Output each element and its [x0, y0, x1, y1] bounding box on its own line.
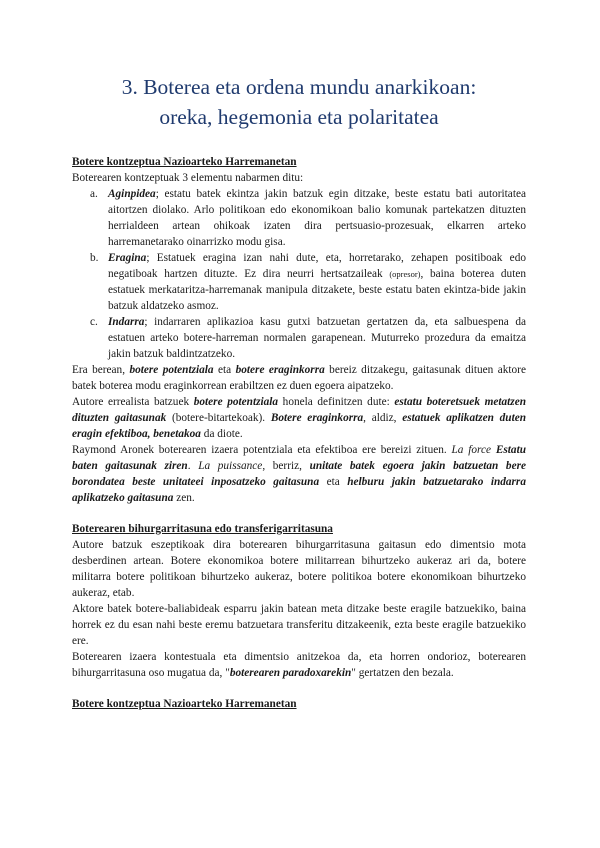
- list-item-text: , baina boterea duten estatuek merkataritza-harremanak manipula ditzakete, beste estatu baten ekintza-bide jakin batzuk aldatzeko asmoz.: [108, 268, 526, 312]
- list-marker: b.: [90, 252, 99, 264]
- emphasis-run: unitate batek egoera jakin batzuetan bere borondatea beste unitateei inposatzeko gaitasuna: [72, 460, 526, 488]
- text-run: Autore errealista batzuek: [72, 396, 194, 408]
- paragraph-convertibility-3: [72, 649, 526, 681]
- text-run: eta: [319, 476, 348, 488]
- text-run: honela definitzen dute:: [278, 396, 395, 408]
- text-run: Raymond Aronek boterearen izaera potentziala eta efektiboa ere bereizi zituen.: [72, 444, 452, 456]
- paragraph-convertibility-2: Aktore batek botere-baliabideak esparru jakin batean meta ditzake beste eragile batzuekiko, baina horrek ez du esan nahi beste eremu batzuetara transferitu ditzakeenik, ezta beste eragile batzuekiko ere.: [72, 603, 526, 647]
- document-body: [72, 154, 526, 712]
- list-item-text: ; indarraren aplikazioa kasu gutxi batzuetan gertatzen da, eta salbuespena da estatuen arteko botere-harreman normalen garapenean. Muturreko prozedura da emaitza jakin batzuk baldintzatzeko.: [108, 316, 526, 360]
- section-heading-power-concept: Botere kontzeptua Nazioarteko Harremanetan: [72, 156, 297, 168]
- emphasis-run: botere potentziala: [193, 396, 279, 408]
- section-heading-power-concept-repeat: Botere kontzeptua Nazioarteko Harremanetan: [72, 698, 297, 710]
- text-run: .: [187, 460, 199, 472]
- title-line-2: oreka, hegemonia eta polaritatea: [159, 105, 439, 129]
- term-eragina: Eragina: [108, 252, 147, 264]
- list-marker: a.: [90, 188, 98, 200]
- list-item-aginpidea: [72, 186, 526, 250]
- list-item-indarra: [72, 314, 526, 362]
- italic-run: La force: [451, 444, 492, 456]
- emphasis-run: estatu boteretsuek metatzen dituzten gaitasunak: [72, 396, 526, 424]
- paragraph-raymond-aron: [72, 442, 526, 506]
- opresor-note: (opresor): [389, 269, 421, 279]
- emphasis-run: Botere eraginkorra: [270, 412, 364, 424]
- text-run: , berriz,: [262, 460, 310, 472]
- emphasis-run: estatuek aplikatzen duten eragin efektiboa, benetakoa: [72, 412, 526, 440]
- page-title: [72, 72, 526, 132]
- text-run: bereiz ditzakegu, gaitasunak dituen aktore batek boterea modu eraginkorrean erabiltzen ez duen egoera aipatzeko.: [72, 364, 526, 392]
- text-run: da diote.: [200, 428, 243, 440]
- list-marker: c.: [90, 316, 98, 328]
- title-line-1: 3. Boterea eta ordena mundu anarkikoan:: [121, 75, 477, 99]
- section-spacer: [72, 681, 526, 696]
- term-aginpidea: Aginpidea: [108, 188, 156, 200]
- list-item-eragina: [72, 250, 526, 314]
- list-item-text: ; Estatuek eragina izan nahi dute, eta, horretarako, zehapen positiboak edo negatiboak hartzen dituzte. Ez dira neurri hertsatzaileak: [108, 252, 526, 280]
- paragraph-realist-authors: [72, 394, 526, 442]
- emphasis-run: botere potentziala: [129, 364, 214, 376]
- term-indarra: Indarra: [108, 316, 145, 328]
- section-heading-convertibility: Boterearen bihurgarritasuna edo transferigarritasuna: [72, 523, 333, 535]
- text-run: (botere-bitartekoak).: [166, 412, 271, 424]
- text-run: eta: [213, 364, 236, 376]
- emphasis-run: helburu jakin batzuetarako indarra aplikatzeko gaitasuna: [72, 476, 526, 504]
- text-run: zen.: [173, 492, 195, 504]
- text-run: , aldiz,: [363, 412, 403, 424]
- emphasis-run: boterearen paradoxarekin: [229, 667, 352, 679]
- text-run: Boterearen izaera kontestuala eta dimentsio anitzekoa da, eta horren ondorioz, boterearen bihurgarritasuna oso mugatua da, ": [72, 651, 526, 679]
- italic-run: La puissance: [198, 460, 263, 472]
- paragraph-convertibility-1: Autore batzuk eszeptikoak dira boterearen bihurgarritasuna gaitasun edo dimentsio mota desberdinen artean. Botere ekonomikoa botere militarrean bihurtzeko aukeraz ari da, botere militarra botere politikoan bihurtzeko aukeraz, botere politikoa botere ekonomikoan bihurtzeko aukeraz, etab.: [72, 539, 526, 599]
- list-item-text: ; estatu batek ekintza jakin batzuk egin ditzake, beste estatu bati autoritatea aitortzen diolako. Arlo politikoan edo ekonomikoan balio komunak partekatzen dituzten herrialdeen artean ohikoak izaten dira pertsuasio-prozesuak, elkarren arteko harremanetarako oinarrizko modu gisa.: [108, 188, 526, 248]
- section-spacer: [72, 506, 526, 521]
- paragraph-potential-power: [72, 362, 526, 394]
- section-intro: Boterearen kontzeptuak 3 elementu nabarmen ditu:: [72, 172, 304, 184]
- emphasis-run: botere eraginkorra: [235, 364, 325, 376]
- emphasis-run: Estatu baten gaitasunak ziren: [72, 444, 526, 472]
- text-run: Era berean,: [72, 364, 130, 376]
- power-elements-list: [72, 186, 526, 362]
- text-run: " gertatzen den bezala.: [351, 667, 454, 679]
